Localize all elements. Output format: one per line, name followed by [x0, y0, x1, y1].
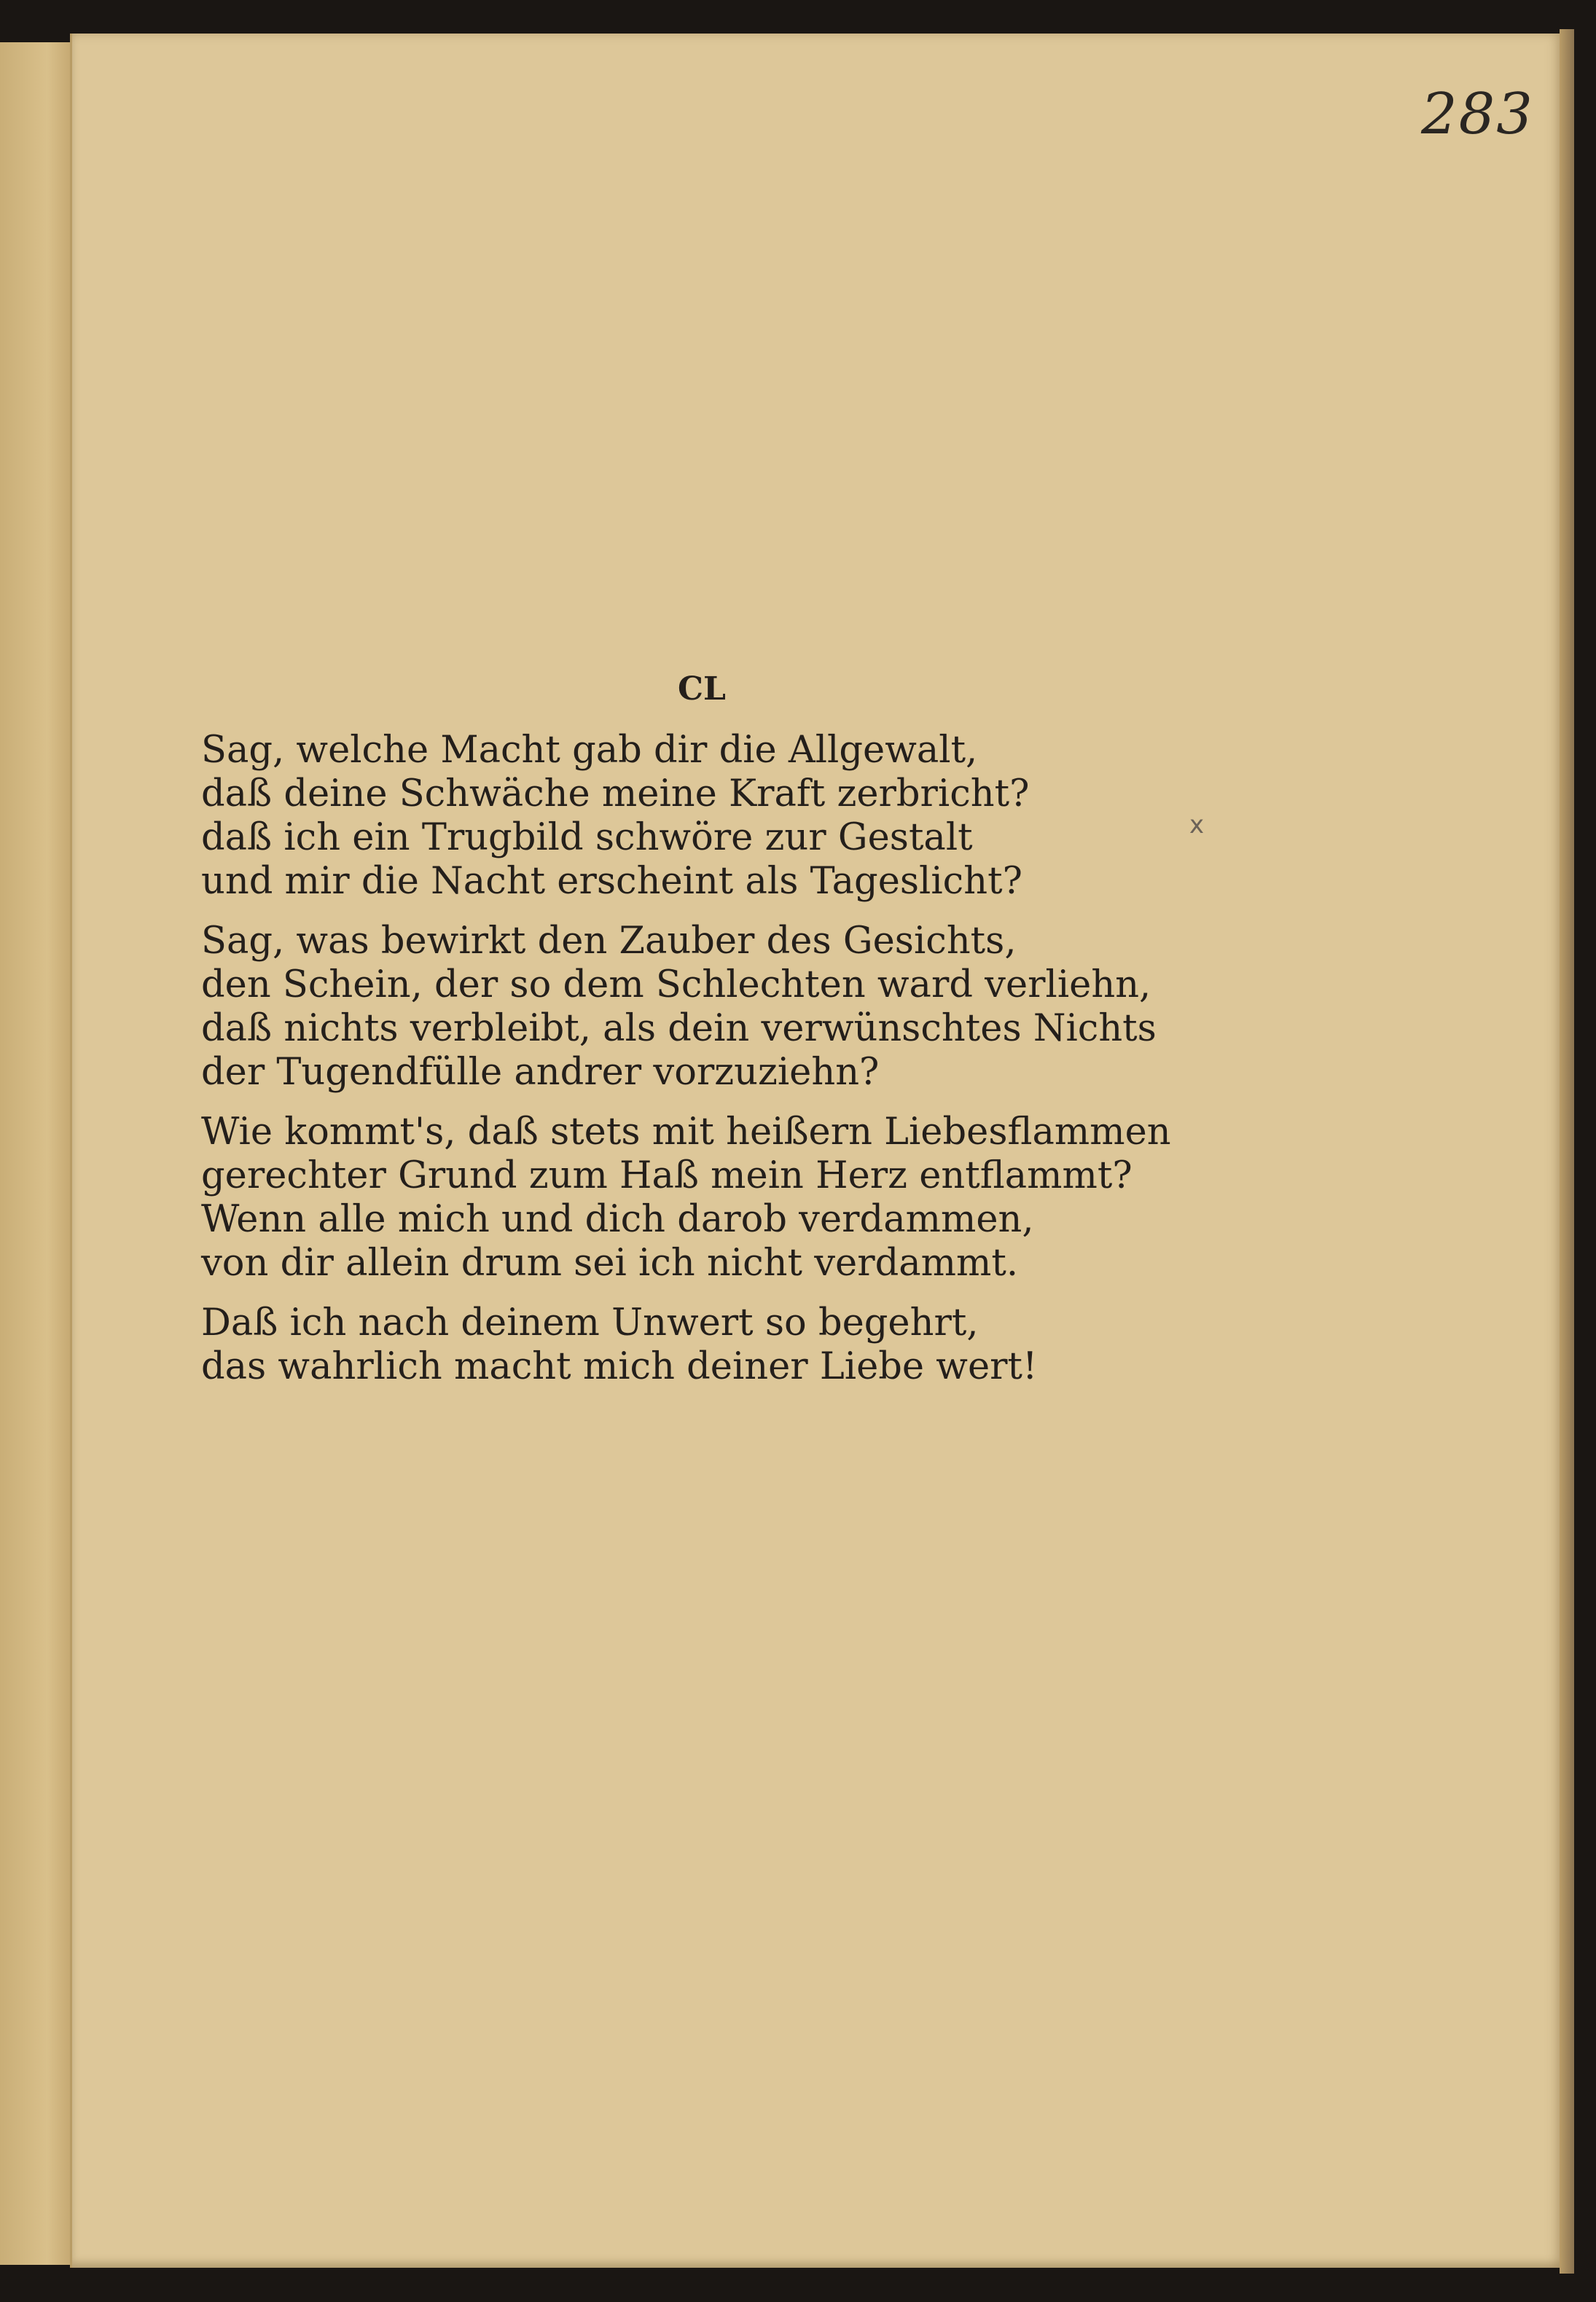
poem-line: und mir die Nacht erscheint als Tageslicht? [201, 860, 1022, 903]
stanza-1 [201, 729, 1030, 904]
stanza-3 [201, 1111, 1171, 1285]
poem-line: Wie kommt's, daß stets mit heißern Liebesflammen [201, 1111, 1171, 1154]
poem-line: den Schein, der so dem Schlechten ward verliehn, [201, 963, 1151, 1006]
poem-line: daß nichts verbleibt, als dein verwünschtes Nichts [201, 1007, 1157, 1050]
poem-line: der Tugendfülle andrer vorzuziehn? [201, 1051, 880, 1094]
poem-line: von dir allein drum sei ich nicht verdammt. [201, 1242, 1019, 1285]
page-fore-edge [1560, 29, 1574, 2274]
poem-line: Sag, was bewirkt den Zauber des Gesichts, [201, 920, 1017, 963]
previous-page-edge [0, 42, 79, 2265]
poem-line: Daß ich nach deinem Unwert so begehrt, [201, 1301, 979, 1344]
poem-line: Sag, welche Macht gab dir die Allgewalt, [201, 729, 978, 772]
poem-line: daß deine Schwäche meine Kraft zerbricht? [201, 772, 1030, 815]
poem-line: Wenn alle mich und dich darob verdammen, [201, 1198, 1034, 1241]
stanza-4 [201, 1301, 1038, 1389]
poem-number: CL [678, 670, 726, 708]
poem-line: daß ich ein Trugbild schwöre zur Gestalt [201, 816, 973, 859]
stanza-2 [201, 920, 1157, 1095]
poem-line: gerechter Grund zum Haß mein Herz entflammt? [201, 1154, 1133, 1197]
page-number: 283 [1421, 82, 1534, 147]
margin-mark: x [1189, 810, 1205, 839]
poem-line: das wahrlich macht mich deiner Liebe wert! [201, 1345, 1038, 1388]
